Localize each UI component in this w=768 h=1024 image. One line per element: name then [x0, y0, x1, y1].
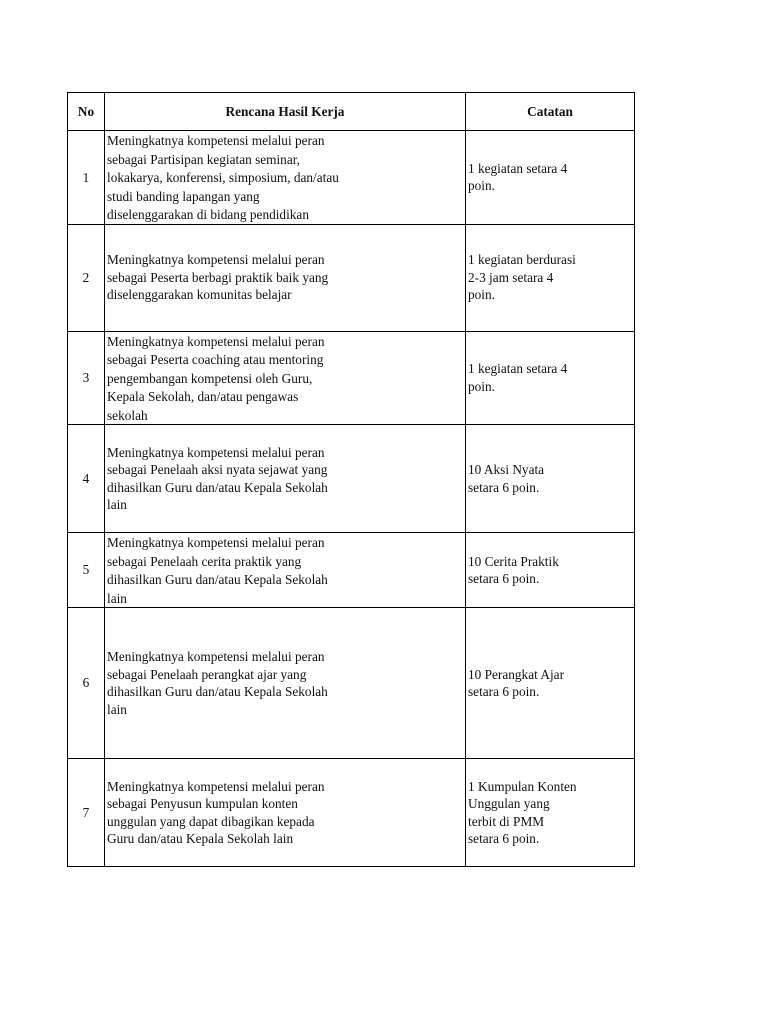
note-line: 1 kegiatan setara 4 [468, 160, 568, 176]
table-row [68, 608, 635, 759]
note-cell [466, 224, 635, 331]
note-line: setara 6 poin. [468, 831, 540, 846]
note-line: 2-3 jam setara 4 [468, 269, 554, 285]
plan-line: Meningkatnya kompetensi melalui peran [107, 133, 325, 148]
plan-cell [105, 331, 466, 425]
plan-line: dihasilkan Guru dan/atau Kepala Sekolah [107, 684, 328, 699]
note-line: poin. [468, 178, 495, 194]
plan-cell [105, 131, 466, 225]
row-number: 4 [68, 425, 105, 533]
note-line: 10 Perangkat Ajar [468, 666, 565, 682]
plan-line: Meningkatnya kompetensi melalui peran [107, 649, 325, 664]
note-cell [466, 759, 635, 867]
note-cell [466, 425, 635, 533]
plan-line: studi banding lapangan yang [107, 188, 260, 204]
plan-line: lain [107, 701, 127, 717]
plan-line: Meningkatnya kompetensi melalui peran [107, 252, 325, 268]
table-body [68, 131, 635, 867]
note-line: poin. [468, 287, 495, 303]
plan-line: Meningkatnya kompetensi melalui peran [107, 444, 325, 460]
plan-line: sekolah [107, 407, 148, 423]
note-line: setara 6 poin. [468, 571, 540, 586]
note-line: terbit di PMM [468, 813, 545, 829]
plan-cell [105, 759, 466, 867]
note-line: setara 6 poin. [468, 479, 540, 495]
note-line: Unggulan yang [468, 796, 550, 811]
plan-line: lokakarya, konferensi, simposium, dan/atau [107, 170, 339, 185]
row-number: 2 [68, 224, 105, 331]
table-row [68, 533, 635, 608]
plan-line: Guru dan/atau Kepala Sekolah lain [107, 831, 294, 846]
plan-line: dihasilkan Guru dan/atau Kepala Sekolah [107, 572, 328, 587]
table-row [68, 759, 635, 867]
plan-line: Kepala Sekolah, dan/atau pengawas [107, 389, 299, 404]
row-number: 7 [68, 759, 105, 867]
table-row [68, 224, 635, 331]
plan-line: diselenggarakan di bidang pendidikan [107, 207, 309, 222]
plan-line: Meningkatnya kompetensi melalui peran [107, 333, 325, 349]
plan-cell [105, 533, 466, 608]
note-line: 10 Cerita Praktik [468, 553, 559, 569]
plan-cell [105, 608, 466, 759]
plan-cell [105, 224, 466, 331]
row-number: 3 [68, 331, 105, 425]
note-line: 10 Aksi Nyata [468, 462, 545, 477]
plan-line: lain [107, 497, 127, 512]
plan-line: sebagai Penelaah perangkat ajar yang [107, 666, 307, 682]
note-line: poin. [468, 378, 495, 394]
note-line: setara 6 poin. [468, 684, 540, 699]
plan-line: sebagai Penelaah cerita praktik yang [107, 553, 302, 569]
note-line: 1 kegiatan berdurasi [468, 252, 576, 268]
plan-line: sebagai Penelaah aksi nyata sejawat yang [107, 462, 328, 477]
plan-line: Meningkatnya kompetensi melalui peran [107, 778, 325, 794]
row-number: 6 [68, 608, 105, 759]
plan-table [67, 92, 635, 867]
plan-line: diselenggarakan komunitas belajar [107, 287, 292, 303]
table-row [68, 131, 635, 225]
plan-line: dihasilkan Guru dan/atau Kepala Sekolah [107, 479, 328, 495]
plan-line: sebagai Partisipan kegiatan seminar, [107, 151, 300, 167]
header-no: No [68, 93, 105, 131]
plan-line: sebagai Penyusun kumpulan konten [107, 796, 298, 811]
plan-cell [105, 425, 466, 533]
note-cell [466, 331, 635, 425]
table-header-row [68, 93, 635, 131]
header-plan: Rencana Hasil Kerja [105, 93, 466, 131]
note-line: 1 kegiatan setara 4 [468, 361, 568, 377]
row-number: 5 [68, 533, 105, 608]
note-cell [466, 131, 635, 225]
plan-line: sebagai Peserta berbagi praktik baik yang [107, 269, 329, 285]
plan-line: Meningkatnya kompetensi melalui peran [107, 535, 325, 550]
plan-line: sebagai Peserta coaching atau mentoring [107, 352, 324, 367]
table-row [68, 331, 635, 425]
table-row [68, 425, 635, 533]
plan-line: pengembangan kompetensi oleh Guru, [107, 370, 313, 386]
row-number: 1 [68, 131, 105, 225]
header-note: Catatan [466, 93, 635, 131]
note-line: 1 Kumpulan Konten [468, 778, 577, 794]
plan-line: unggulan yang dapat dibagikan kepada [107, 813, 315, 829]
note-cell [466, 533, 635, 608]
note-cell [466, 608, 635, 759]
plan-line: lain [107, 590, 127, 606]
